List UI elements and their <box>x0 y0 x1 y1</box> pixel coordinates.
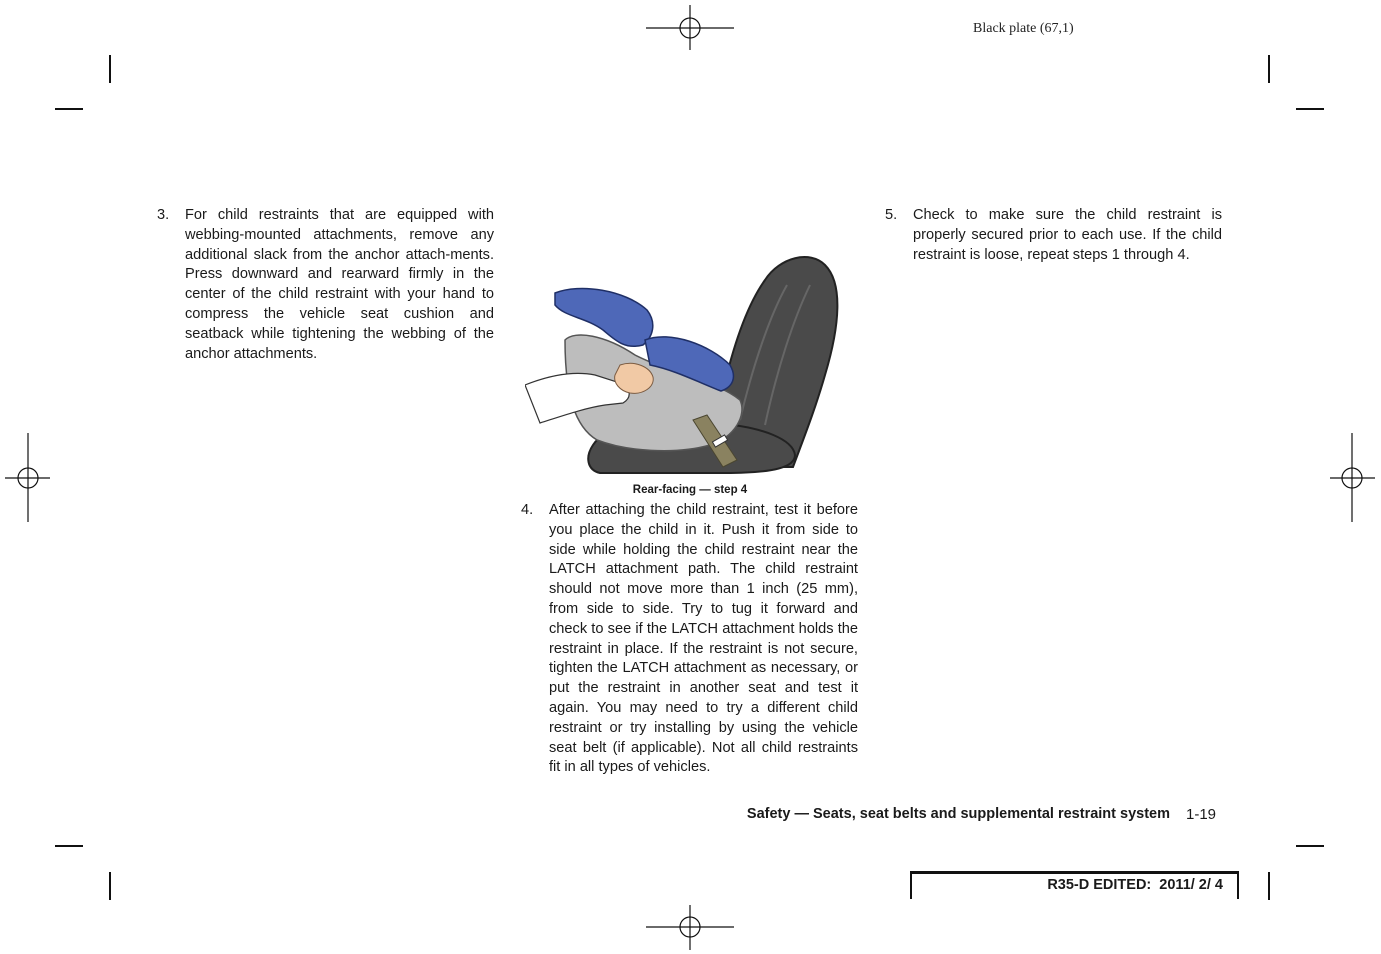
page-number: 1-19 <box>1186 806 1217 823</box>
edited-text: R35-D EDITED: 2011/ 2/ 4 <box>1047 877 1223 893</box>
edited-stamp <box>910 871 1239 899</box>
section-title: Safety — Seats, seat belts and supplemental restraint system <box>746 806 1170 822</box>
figure-caption: Rear-facing — step 4 <box>632 484 748 496</box>
step-number: 5. <box>885 207 898 223</box>
step-text: After attaching the child restraint, test it before you place the child in it. Push it from side to side while holding the child restraint near the LATCH attachment path. The child restraint should not move more than 1 inch (25 mm), from side to side. Try to tug it forward and check to see if the LATCH attachment holds the restraint in place. If the restraint is not secure, tighten the LATCH attachment as necessary, or put the restraint in another seat and test it again. You may need to try a different child restraint or try installing by using the vehicle seat belt (if applicable). Not all child restraints fit in all types of vehicles. <box>549 502 858 776</box>
step-number: 3. <box>157 207 170 223</box>
plate-label: Black plate (67,1) <box>973 21 1074 36</box>
step-text: Check to make sure the child restraint is properly secured prior to each use. If the child restraint is loose, repeat steps 1 through 4. <box>913 207 1222 263</box>
rear-facing-child-restraint-illustration <box>525 205 855 477</box>
step-number: 4. <box>521 502 534 518</box>
step-text: For child restraints that are equipped with webbing-mounted attachments, remove any additional slack from the anchor attach-ments. Press downward and rearward firmly in the center of the child restraint with your hand to compress the vehicle seat cushion and seatback while tightening the webbing of the anchor attachments. <box>185 207 494 362</box>
